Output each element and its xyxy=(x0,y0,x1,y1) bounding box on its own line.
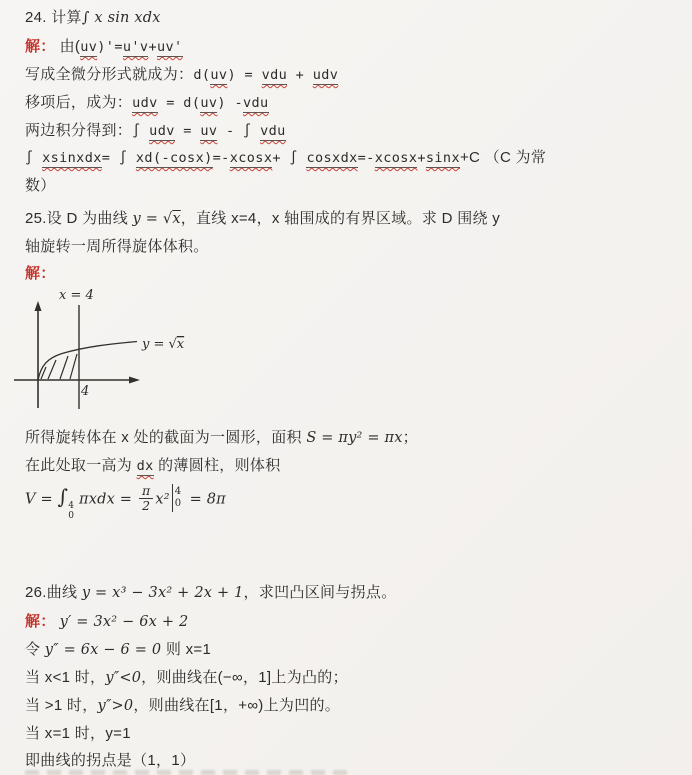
problem-24-integral: ∫ x sin xdx xyxy=(81,10,161,26)
step-text: )'= xyxy=(97,39,123,55)
integral-sign: ∫ xyxy=(132,123,150,139)
step-text: = xyxy=(101,150,119,166)
math-term: xcosx xyxy=(229,150,273,166)
math-term: xd(-cosx) xyxy=(135,150,213,166)
step-text: d( xyxy=(193,67,211,83)
step-text: =- xyxy=(212,150,230,166)
p24-step-1 xyxy=(25,37,183,57)
step-text: 令 xyxy=(25,641,45,658)
math-term: dx xyxy=(136,458,154,474)
step-text: = d( xyxy=(157,95,201,111)
label-x-equals-4: x = 4 xyxy=(59,288,94,303)
step-text: - xyxy=(217,123,244,139)
eval-upper: 4 xyxy=(174,486,182,498)
solution-label: 解： xyxy=(25,613,56,630)
p26-step-2 xyxy=(25,640,211,660)
p26-step-3 xyxy=(25,668,348,688)
p25-volume-formula xyxy=(25,484,226,522)
second-derivative: y″ = 6x − 6 = 0 xyxy=(44,642,162,658)
problem-25-text: 轴旋转一周所得旋体体积。 xyxy=(25,238,209,255)
fraction-denominator: 2 xyxy=(142,498,151,514)
step-text: ，则曲线在(−∞，1]上为凸的； xyxy=(141,669,348,686)
problem-24-number-text: 24. 计算 xyxy=(25,9,82,26)
first-derivative: y′ = 3x² − 6x + 2 xyxy=(59,614,189,630)
math-term: vdu xyxy=(261,67,288,83)
problem-26-number-text: 26.曲线 xyxy=(25,584,82,601)
p25-solution-label-line xyxy=(25,264,60,284)
cutoff-text-remnant xyxy=(25,770,355,775)
problem-26-title xyxy=(25,583,397,603)
p25-figure xyxy=(10,288,230,421)
step-text: 在此处取一高为 xyxy=(25,457,137,474)
math-term: xcosx xyxy=(374,150,418,166)
problem-25-title-line2 xyxy=(25,237,209,257)
problem-26-text: ，求凹凸区间与拐点。 xyxy=(243,584,397,601)
step-text: 当 x<1 时， xyxy=(25,669,106,686)
step-text: ) - xyxy=(217,95,243,111)
math-term: xsinxdx xyxy=(42,150,102,166)
p26-conclusion xyxy=(25,751,195,771)
p24-step-2 xyxy=(25,65,338,85)
solution-label: 解： xyxy=(25,38,56,55)
sqrt-radicand: x xyxy=(172,211,181,227)
math-term: udv xyxy=(312,67,339,83)
problem-25-text: ，直线 x=4，x 轴围成的有界区域。求 D 围绕 y xyxy=(180,210,501,227)
upper-limit: 4 xyxy=(68,501,75,512)
step-text: 所得旋转体在 x 处的截面为一圆形，面积 xyxy=(25,429,307,446)
step-text: 数） xyxy=(25,177,56,194)
p25-step-1 xyxy=(25,428,418,448)
problem-24-title xyxy=(25,8,161,28)
step-text: 当 >1 时， xyxy=(25,697,98,714)
formula-result: = 8π xyxy=(184,491,226,508)
p26-step-1 xyxy=(25,612,188,632)
step-text: ) = xyxy=(227,67,262,83)
x-axis-arrow-icon xyxy=(129,377,140,384)
cubic-expression: y = x³ − 3x² + 2x + 1 xyxy=(81,585,244,601)
step-text: 当 x=1 时，y=1 xyxy=(25,725,131,742)
region-diagram xyxy=(10,288,230,416)
math-term: uv xyxy=(210,67,228,83)
integral-sign: ∫ xyxy=(118,150,136,166)
step-text: 写成全微分形式就成为： xyxy=(25,66,194,83)
step-text: 移项后，成为： xyxy=(25,94,133,111)
math-term: sinx xyxy=(425,150,460,166)
math-term: uv xyxy=(80,39,98,55)
math-term: udv xyxy=(149,123,175,139)
y-axis-arrow-icon xyxy=(35,301,42,311)
integral-sign: ∫ xyxy=(243,123,261,139)
sqrt-sign: y = √ xyxy=(142,337,177,352)
p24-result-wrap xyxy=(25,176,56,196)
integral-sign: ∫ xyxy=(289,150,307,166)
solution-label: 解： xyxy=(25,265,56,282)
sqrt-expression xyxy=(133,211,181,227)
step-text: + xyxy=(272,150,290,166)
step-text: + xyxy=(148,39,157,55)
step-text: 两边积分得到： xyxy=(25,122,133,139)
math-term: vdu xyxy=(260,123,286,139)
math-term: uv xyxy=(200,95,218,111)
p25-step-2 xyxy=(25,456,281,476)
x-squared: x² xyxy=(155,491,170,508)
fraction-numerator: π xyxy=(139,484,153,499)
math-term: uv xyxy=(200,123,218,139)
inequality: y″>0 xyxy=(97,698,134,714)
step-text: 即曲线的拐点是（1，1） xyxy=(25,752,196,769)
step-text: = xyxy=(174,123,201,139)
inequality: y″<0 xyxy=(105,670,142,686)
math-term: udv xyxy=(132,95,158,111)
label-4: 4 xyxy=(81,384,90,399)
p24-step-3 xyxy=(25,93,269,113)
math-term: cosxdx xyxy=(306,150,358,166)
hatched-region xyxy=(41,354,77,379)
step-text: ，则曲线在[1，+∞)上为凹的。 xyxy=(133,697,341,714)
step-text: + xyxy=(287,67,313,83)
step-text: 由( xyxy=(59,38,81,55)
problem-25-number-text: 25.设 D 为曲线 xyxy=(25,210,133,227)
sqrt-curve xyxy=(38,342,137,381)
p26-step-4 xyxy=(25,696,340,716)
p24-step-4 xyxy=(25,121,286,141)
label-curve xyxy=(141,337,185,352)
step-text: =- xyxy=(357,150,375,166)
step-text: ； xyxy=(402,429,418,446)
integral-sign: ∫ xyxy=(57,484,69,509)
math-term: uv' xyxy=(157,39,183,55)
math-term: vdu xyxy=(243,95,269,111)
step-text: 则 x=1 xyxy=(161,641,212,658)
fraction xyxy=(139,484,153,514)
lower-limit: 0 xyxy=(68,511,75,522)
eval-lower: 0 xyxy=(174,498,182,510)
p24-result-line xyxy=(25,148,546,168)
sqrt-radicand: x xyxy=(176,337,185,352)
math-term: u'v xyxy=(122,39,149,55)
integral-sign: ∫ xyxy=(25,150,43,166)
p26-step-5 xyxy=(25,724,131,744)
formula-mid: πxdx = xyxy=(74,491,137,508)
area-formula: S = πy² = πx xyxy=(306,430,403,446)
step-text: 的薄圆柱，则体积 xyxy=(153,457,281,474)
evaluation-bar xyxy=(172,484,185,512)
problem-25-title xyxy=(25,209,500,229)
formula-lead: V = xyxy=(25,491,58,508)
sqrt-sign: y = √ xyxy=(132,211,173,227)
step-text: + xyxy=(417,150,426,166)
step-text: +C （C 为常 xyxy=(460,149,547,166)
